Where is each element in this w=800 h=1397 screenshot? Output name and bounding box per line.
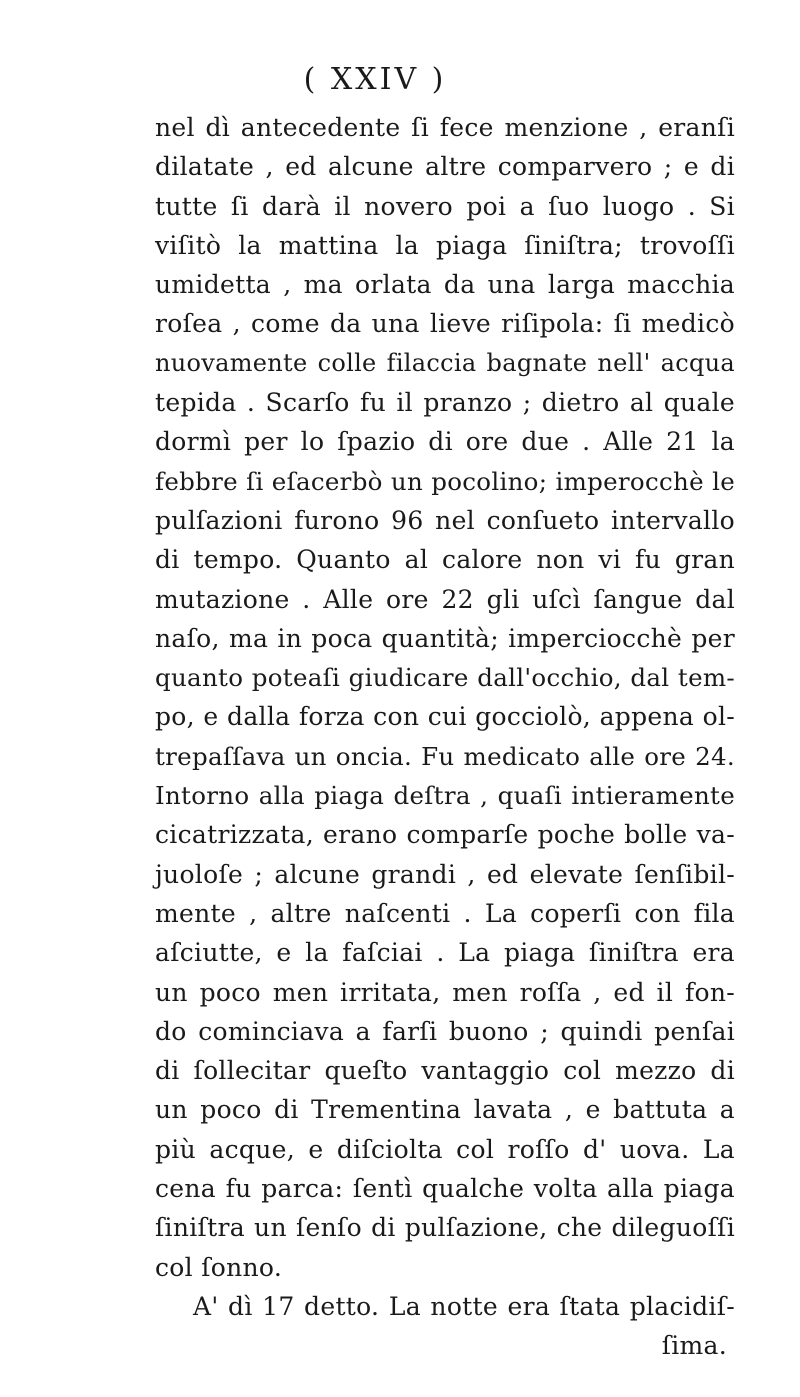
text-line: cena fu parca: ſentì qualche volta alla piaga xyxy=(155,1174,735,1204)
text-line: umidetta , ma orlata da una larga macchia xyxy=(155,270,735,300)
text-line: mutazione . Alle ore 22 gli uſcì ſangue dal xyxy=(155,584,735,614)
text-line: nel dì antecedente ſi fece menzione , eranſi xyxy=(155,113,735,142)
text-line: di ſollecitar queſto vantaggio col mezzo di xyxy=(155,1056,735,1086)
text-line: pulſazioni furono 96 nel conſueto intervallo xyxy=(155,505,735,535)
text-line: tutte ſi darà il novero poi a ſuo luogo . Si xyxy=(155,191,735,221)
page-header xyxy=(0,62,800,97)
text-line: un poco di Trementina lavata , e battuta a xyxy=(155,1095,735,1125)
text-line: aſciutte, e la faſciai . La piaga ſiniſtra era xyxy=(155,938,735,968)
text-line: do cominciava a farſi buono ; quindi penſai xyxy=(155,1016,735,1046)
text-line: roſea , come da una lieve riſipola: ſi medicò xyxy=(155,309,735,339)
page-number: ( XXIV ) xyxy=(303,62,447,97)
paragraph-end-line: col ſonno. xyxy=(155,1252,283,1282)
text-line: di tempo. Quanto al calore non vi fu gran xyxy=(155,545,735,575)
text-line: dilatate , ed alcune altre comparvero ; e di xyxy=(155,152,735,182)
text-line: po, e dalla forza con cui gocciolò, appena ol- xyxy=(155,702,735,732)
text-line: trepaſſava un oncia. Fu medicato alle ore 24. xyxy=(155,741,735,771)
text-line: Intorno alla piaga deſtra , quaſi intieramente xyxy=(155,781,735,811)
text-line: naſo, ma in poca quantità; imperciocchè per xyxy=(155,623,735,653)
text-line: febbre ſi eſacerbò un pocolino; imperocchè le xyxy=(155,466,735,496)
text-line: cicatrizzata, erano comparſe poche bolle va- xyxy=(155,820,735,850)
text-line: viſitò la mattina la piaga ſiniſtra; trovoſſi xyxy=(155,230,735,260)
text-line: un poco men irritata, men roſſa , ed il fon- xyxy=(155,977,735,1007)
body-text xyxy=(155,108,735,1366)
text-line: ſiniſtra un ſenſo di pulſazione, che dileguoſſi xyxy=(155,1213,735,1243)
text-line: mente , altre naſcenti . La coperſi con fila xyxy=(155,898,735,928)
text-line: nuovamente colle filaccia bagnate nell' acqua xyxy=(155,348,735,377)
text-line: più acque, e diſciolta col roſſo d' uova. La xyxy=(155,1134,735,1164)
text-line: quanto poteaſi giudicare dall'occhio, dal tem- xyxy=(155,663,735,693)
final-line: ſima. xyxy=(661,1331,727,1361)
text-line: tepida . Scarſo fu il pranzo ; dietro al quale xyxy=(155,388,735,418)
text-line: dormì per lo ſpazio di ore due . Alle 21 la xyxy=(155,427,735,457)
text-line: juoloſe ; alcune grandi , ed elevate ſenſibil- xyxy=(155,859,735,889)
new-paragraph-line: A' dì 17 detto. La notte era ſtata placidiſ- xyxy=(193,1291,735,1321)
